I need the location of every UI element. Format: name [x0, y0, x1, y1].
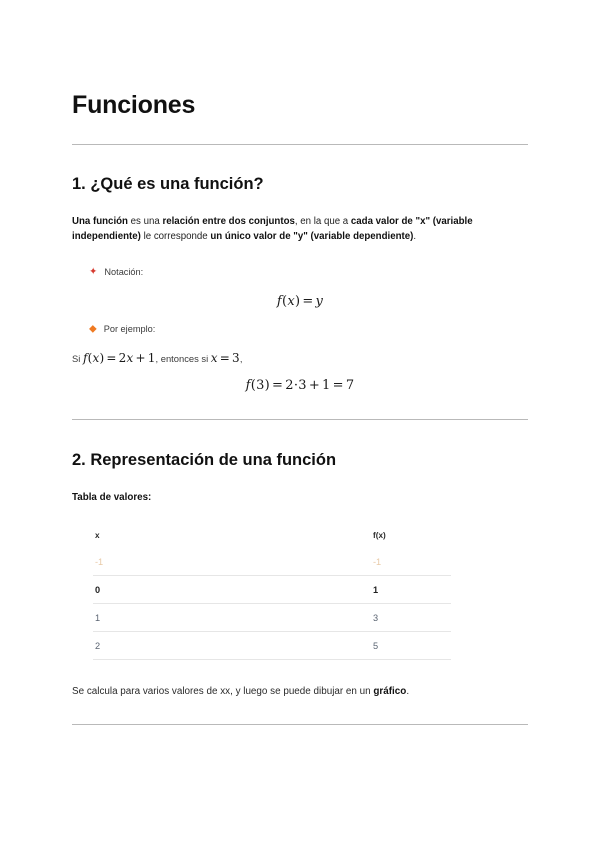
result-multiply-dot: · [293, 377, 299, 393]
bullet-item-ejemplo [72, 309, 528, 337]
table-row [93, 604, 451, 632]
example-constant: 1 [147, 350, 156, 365]
example-var: x [92, 350, 100, 365]
closing-text-2: . [406, 686, 410, 698]
example-equals-2: = [219, 350, 231, 365]
result-equals-1: = [272, 377, 284, 393]
column-header-x: x [95, 530, 100, 540]
section-heading-2: 2. Representación de una función [72, 450, 337, 469]
definition-emphasis-2: cada valor de "x" (variable independiente) [72, 216, 473, 243]
closing-emphasis: gráfico [373, 686, 407, 698]
example-inline-statement [72, 337, 528, 365]
formula-notation-y: y [315, 293, 324, 309]
cell-x: 1 [95, 612, 101, 623]
example-var-2: x [126, 350, 134, 365]
example-close-paren: ) [99, 350, 105, 365]
table-header-row [93, 522, 451, 548]
formula-notation-open-paren: ( [281, 293, 288, 309]
diamond-bullet-icon: ◆ [89, 323, 97, 335]
result-operand-a: 2 [285, 377, 294, 393]
values-table [93, 522, 451, 660]
star-bullet-icon: ✦ [89, 266, 98, 278]
document-content [72, 0, 528, 725]
definition-emphasis-3: un único valor de "y" (variable dependiente) [210, 231, 414, 243]
cell-fx: 1 [373, 584, 379, 595]
example-mid-text: , entonces si [155, 352, 211, 364]
result-f: f [245, 377, 251, 393]
result-close-paren: ) [264, 377, 271, 393]
result-operand-c: 1 [322, 377, 331, 393]
table-row [93, 548, 451, 576]
definition-text-3: le corresponde [140, 231, 211, 243]
result-plus: + [308, 377, 321, 393]
example-equals-1: = [106, 350, 117, 365]
formula-notation-equals: = [302, 293, 314, 309]
formula-notation [72, 280, 528, 309]
column-header-fx: f(x) [373, 530, 386, 540]
definition-term: Una función [72, 216, 128, 228]
formula-notation-close-paren: ) [294, 293, 301, 309]
cell-fx: 3 [373, 612, 379, 623]
example-f: f [82, 350, 88, 365]
result-argument: 3 [256, 377, 265, 393]
cell-fx: 5 [373, 640, 379, 651]
result-value: 7 [345, 377, 355, 393]
cell-x: 0 [95, 584, 101, 595]
formula-notation-variable: x [287, 293, 295, 309]
example-var-3: x [210, 350, 218, 365]
values-table-head [93, 522, 451, 548]
example-open-paren: ( [87, 350, 93, 365]
definition-text-2: , en la que a [294, 216, 351, 228]
formula-notation-f: f [276, 293, 282, 309]
values-table-body [93, 548, 451, 660]
example-plus: + [135, 350, 146, 365]
divider-bottom [72, 724, 528, 725]
formula-result [72, 365, 528, 393]
example-prefix: Si [72, 352, 83, 364]
result-equals-2: = [332, 377, 344, 393]
bullet-label-notacion: Notación: [104, 267, 144, 278]
definition-paragraph [72, 194, 516, 244]
example-value-3: 3 [232, 350, 240, 365]
bullet-label-ejemplo: Por ejemplo: [103, 323, 156, 334]
closing-text-1: Se calcula para varios valores de xx, y luego se puede dibujar en un [72, 686, 374, 698]
table-row [93, 632, 451, 660]
example-suffix: , [239, 352, 243, 364]
definition-emphasis-1: relación entre dos conjuntos [162, 216, 295, 228]
table-caption: Tabla de valores: [72, 492, 152, 504]
result-open-paren: ( [250, 377, 257, 393]
page-title: Funciones [72, 91, 196, 119]
cell-x: -1 [95, 556, 104, 567]
definition-text-1: es una [127, 216, 163, 228]
example-coefficient: 2 [118, 350, 127, 365]
result-operand-b: 3 [298, 377, 307, 393]
cell-fx: -1 [373, 556, 382, 567]
bullet-item-notacion [72, 244, 528, 280]
section-heading-1: 1. ¿Qué es una función? [72, 174, 264, 193]
definition-text-4: . [413, 231, 417, 243]
table-row [93, 576, 451, 604]
closing-paragraph [72, 660, 528, 699]
cell-x: 2 [95, 640, 101, 651]
